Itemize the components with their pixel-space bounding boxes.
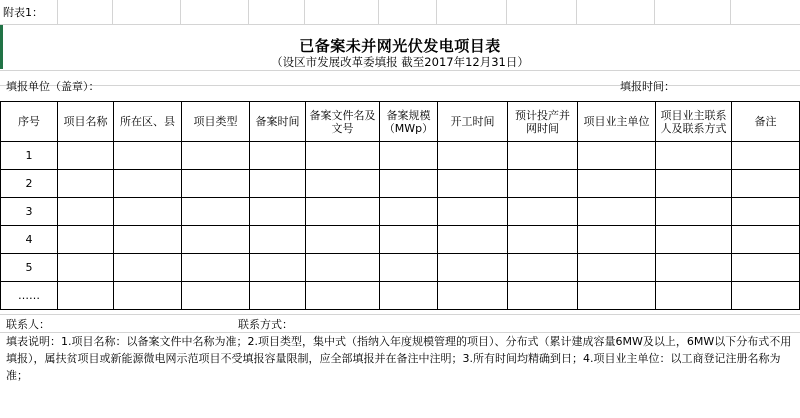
table-cell[interactable] [578,198,656,226]
table-cell[interactable] [578,226,656,254]
table-cell[interactable] [250,282,306,310]
table-header-row [1,102,800,142]
table-cell[interactable] [306,226,380,254]
gridline [112,0,113,24]
column-header[interactable]: 备案文件名及文号 [306,102,380,142]
table-row [1,170,800,198]
table-cell[interactable] [114,226,182,254]
row-number-cell[interactable]: 5 [1,254,58,282]
table-row [1,142,800,170]
table-cell[interactable] [250,226,306,254]
column-header[interactable]: 所在区、县 [114,102,182,142]
table-cell[interactable] [438,198,508,226]
table-cell[interactable] [380,226,438,254]
fill-unit-label: 填报单位（盖章）： [6,80,100,93]
column-header[interactable]: 备案规模（MWp） [380,102,438,142]
table-cell[interactable] [306,142,380,170]
gridline [0,70,800,71]
column-header[interactable]: 序号 [1,102,58,142]
table-cell[interactable] [182,226,250,254]
table-cell[interactable] [182,142,250,170]
column-header[interactable]: 项目业主单位 [578,102,656,142]
table-cell[interactable] [58,226,114,254]
table-cell[interactable] [578,254,656,282]
table-cell[interactable] [306,170,380,198]
table-cell[interactable] [380,170,438,198]
table-cell[interactable] [114,254,182,282]
row-number-cell[interactable]: 4 [1,226,58,254]
row-number-cell[interactable]: 2 [1,170,58,198]
column-header[interactable]: 项目名称 [58,102,114,142]
table-cell[interactable] [58,170,114,198]
table-cell[interactable] [182,170,250,198]
table-cell[interactable] [306,198,380,226]
table-cell[interactable] [656,226,732,254]
column-header[interactable]: 备案时间 [250,102,306,142]
table-cell[interactable] [250,170,306,198]
row-number-cell[interactable]: …… [1,282,58,310]
contact-method-label: 联系方式： [238,318,293,331]
fill-time-label: 填报时间： [620,80,675,93]
gridline [304,0,305,24]
table-cell[interactable] [58,282,114,310]
column-header[interactable]: 项目类型 [182,102,250,142]
table-cell[interactable] [380,282,438,310]
column-header[interactable]: 预计投产并网时间 [508,102,578,142]
table-cell[interactable] [438,254,508,282]
table-cell[interactable] [508,282,578,310]
gridline [436,0,437,24]
table-cell[interactable] [508,142,578,170]
page-subtitle: （设区市发展改革委填报 截至2017年12月31日） [271,55,529,69]
table-cell[interactable] [380,254,438,282]
table-cell[interactable] [250,198,306,226]
row-number-cell[interactable]: 1 [1,142,58,170]
table-cell[interactable] [578,282,656,310]
table-row [1,198,800,226]
table-cell[interactable] [508,254,578,282]
table-cell[interactable] [732,198,800,226]
gridline [0,24,800,25]
table-cell[interactable] [656,198,732,226]
table-cell[interactable] [250,142,306,170]
table-cell[interactable] [732,170,800,198]
table-cell[interactable] [508,170,578,198]
table-cell[interactable] [250,254,306,282]
page-title: 已备案未并网光伏发电项目表 [299,37,501,55]
table-cell[interactable] [578,142,656,170]
table-cell[interactable] [656,254,732,282]
table-cell[interactable] [182,282,250,310]
table-cell[interactable] [732,142,800,170]
table-cell[interactable] [306,282,380,310]
table-cell[interactable] [114,142,182,170]
table-cell[interactable] [306,254,380,282]
row-number-cell[interactable]: 3 [1,198,58,226]
column-header[interactable]: 开工时间 [438,102,508,142]
gridline [57,0,58,24]
gridline [0,314,800,315]
gridline [576,0,577,24]
column-header[interactable]: 项目业主联系人及联系方式 [656,102,732,142]
gridline [248,0,249,24]
table-cell[interactable] [438,282,508,310]
table-cell[interactable] [58,142,114,170]
table-cell[interactable] [114,170,182,198]
fill-instructions: 填表说明：1.项目名称：以备案文件中名称为准；2.项目类型，集中式（指纳入年度规模管理的项目）、分布式（累计建成容量6MW及以上，6MW以下分布式不用填报），属扶贫项目或新能源微电网示范项目不受填报容量限制，应全部填报并在备注中注明；3.所有时间均精确到日；4.项目业主单位：以工商登记注册名称为准； [6,335,792,382]
table-row [1,282,800,310]
table-cell[interactable] [380,142,438,170]
table-cell[interactable] [656,142,732,170]
project-table [0,101,800,310]
table-cell[interactable] [58,198,114,226]
table-cell[interactable] [438,226,508,254]
gridline [180,0,181,24]
gridline [730,0,731,24]
table-cell[interactable] [380,198,438,226]
table-cell[interactable] [732,226,800,254]
table-cell[interactable] [438,142,508,170]
table-cell[interactable] [508,198,578,226]
gridline [378,0,379,24]
table-cell[interactable] [578,170,656,198]
attachment-label: 附表1： [3,6,43,19]
table-cell[interactable] [114,282,182,310]
gridline [506,0,507,24]
table-row [1,226,800,254]
contact-person-label: 联系人： [6,318,50,331]
table-cell[interactable] [656,170,732,198]
gridline [654,0,655,24]
table-cell[interactable] [732,282,800,310]
table-cell[interactable] [182,254,250,282]
table-cell[interactable] [508,226,578,254]
table-cell[interactable] [114,198,182,226]
table-cell[interactable] [438,170,508,198]
table-cell[interactable] [656,282,732,310]
table-row [1,254,800,282]
table-cell[interactable] [182,198,250,226]
table-cell[interactable] [732,254,800,282]
column-header[interactable]: 备注 [732,102,800,142]
gridline [0,85,800,86]
table-cell[interactable] [58,254,114,282]
